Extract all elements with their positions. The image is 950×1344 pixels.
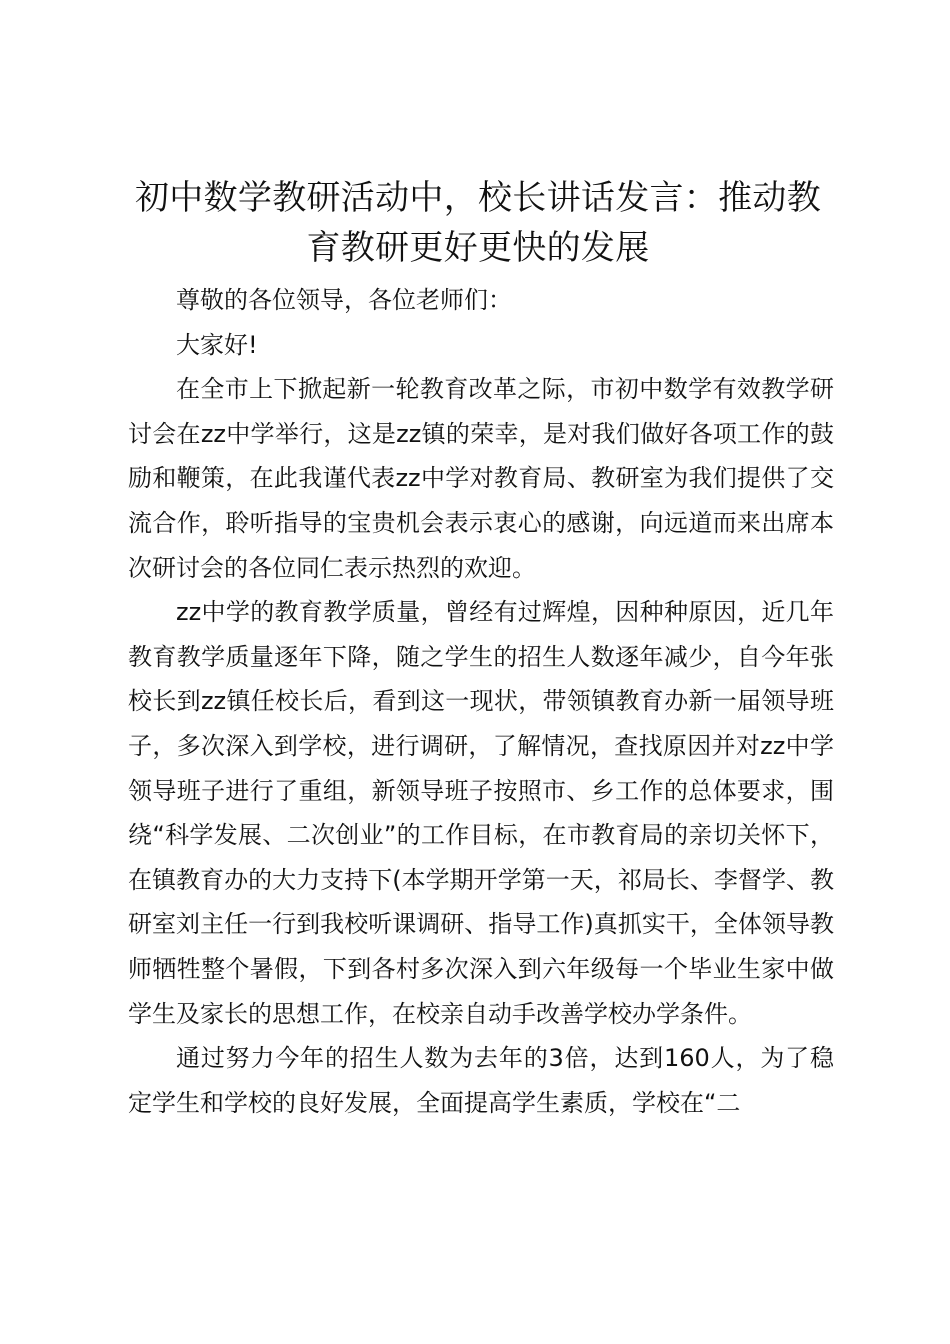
body-paragraph-1: 在全市上下掀起新一轮教育改革之际，市初中数学有效教学研讨会在zz中学举行，这是zz镇的荣幸，是对我们做好各项工作的鼓励和鞭策，在此我谨代表zz中学对教育局、教研室为我们提供了交流合作，聆听指导的宝贵机会表示衷心的感谢，向远道而来出席本次研讨会的各位同仁表示热烈的欢迎。 (128, 375, 834, 582)
body-paragraph-2: zz中学的教育教学质量，曾经有过辉煌，因种种原因，近几年教育教学质量逐年下降，随之学生的招生人数逐年减少，自今年张校长到zz镇任校长后，看到这一现状，带领镇教育办新一届领导班子，多次深入到学校，进行调研，了解情况，查找原因并对zz中学领导班子进行了重组，新领导班子按照市、乡工作的总体要求，围绕“科学发展、二次创业”的工作目标，在市教育局的亲切关怀下，在镇教育办的大力支持下(本学期开学第一天，祁局长、李督学、教研室刘主任一行到我校听课调研、指导工作)真抓实干，全体领导教师牺牲整个暑假，下到各村多次深入到六年级每一个毕业生家中做学生及家长的思想工作，在校亲自动手改善学校办学条件。 (128, 598, 834, 1028)
salutation: 尊敬的各位领导，各位老师们： (176, 286, 512, 314)
greeting: 大家好! (176, 330, 258, 359)
document-body (128, 278, 834, 1125)
body-paragraph-3: 通过努力今年的招生人数为去年的3倍，达到160人，为了稳定学生和学校的良好发展，全面提高学生素质，学校在“二 (128, 1044, 834, 1117)
document-title: 初中数学教研活动中，校长讲话发言：推动教育教研更好更快的发展 (135, 178, 821, 268)
